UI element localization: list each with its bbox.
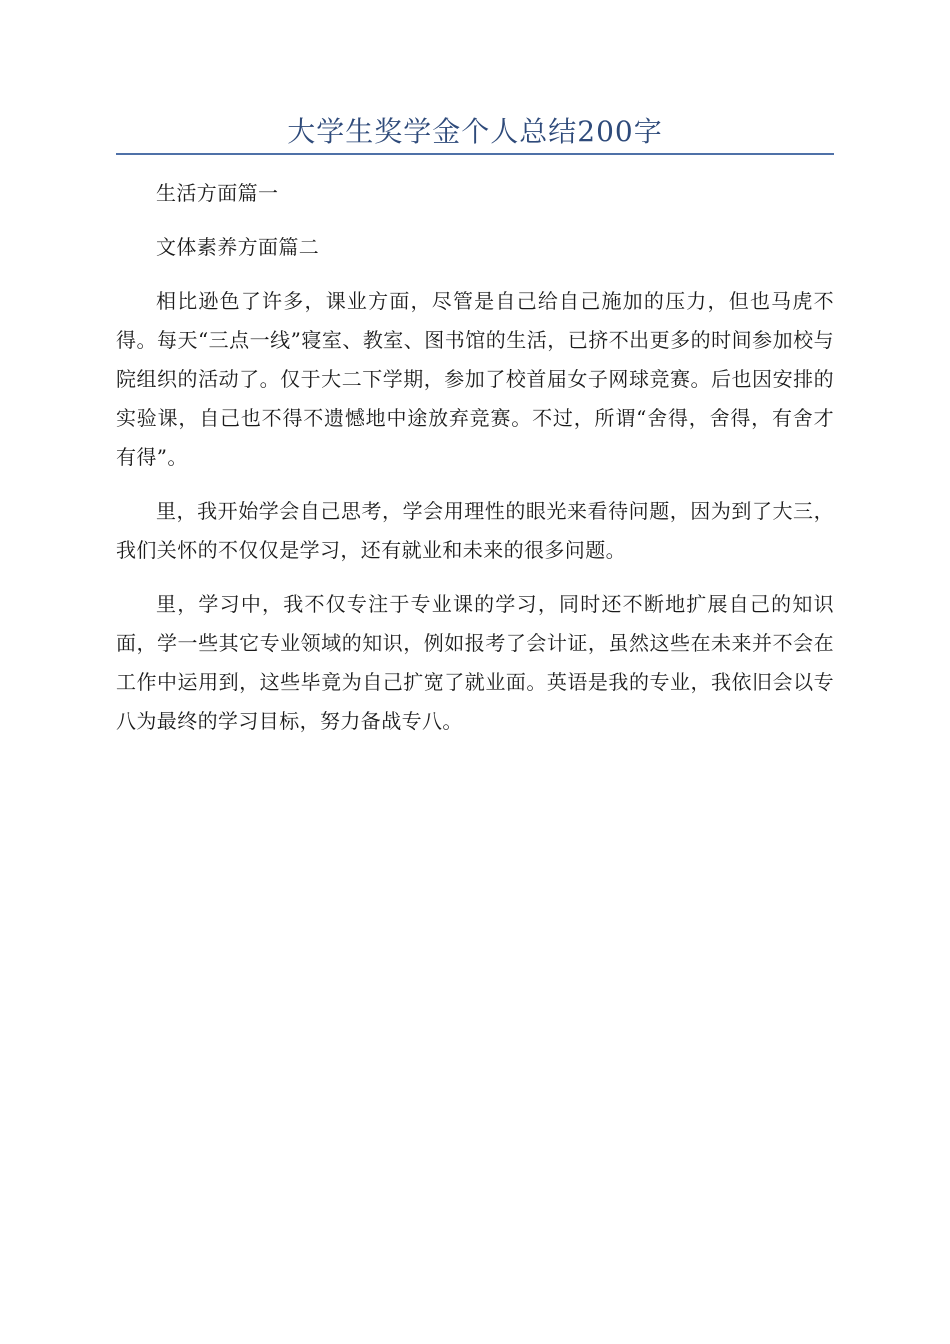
paragraph-culture-sports: 文体素养方面篇二	[156, 235, 320, 259]
document-title: 大学生奖学金个人总结200字	[287, 115, 663, 148]
paragraph-thinking: 里，我开始学会自己思考，学会用理性的眼光来看待问题，因为到了大三，我们关怀的不仅仅是学习，还有就业和未来的很多问题。	[116, 499, 834, 562]
title-underline	[116, 153, 834, 155]
document-body	[116, 174, 834, 756]
paragraph-study: 里，学习中，我不仅专注于专业课的学习，同时还不断地扩展自己的知识面，学一些其它专业领域的知识，例如报考了会计证，虽然这些在未来并不会在工作中运用到，这些毕竟为自己扩宽了就业面。英语是我的专业，我依旧会以专八为最终的学习目标，努力备战专八。	[116, 592, 834, 733]
paragraph-coursework: 相比逊色了许多，课业方面，尽管是自己给自己施加的压力，但也马虎不得。每天“三点一线”寝室、教室、图书馆的生活，已挤不出更多的时间参加校与院组织的活动了。仅于大二下学期，参加了校首届女子网球竞赛。后也因安排的实验课，自己也不得不遗憾地中途放弃竞赛。不过，所谓“舍得，舍得，有舍才有得”。	[116, 289, 834, 469]
paragraph-life: 生活方面篇一	[156, 181, 279, 205]
